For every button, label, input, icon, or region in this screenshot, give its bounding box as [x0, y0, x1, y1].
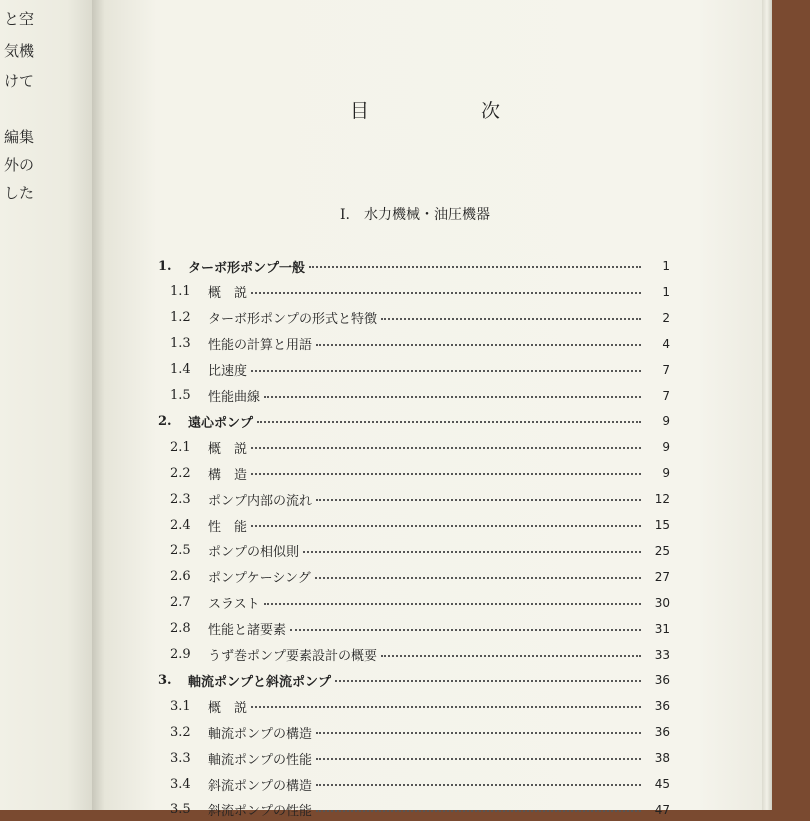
toc-leader-dots: [251, 525, 641, 527]
toc-page-number: 45: [654, 777, 670, 791]
toc-label: ポンプの相似則: [208, 545, 300, 561]
toc-label: 性 能: [208, 519, 248, 535]
toc-label: 軸流ポンプの性能: [208, 752, 313, 768]
toc-number: 3.4: [170, 776, 191, 792]
toc-leader-dots: [316, 784, 641, 786]
toc-section-row[interactable]: [104, 307, 764, 329]
toc-leader-dots: [316, 732, 641, 734]
toc-section-row[interactable]: [104, 514, 764, 536]
page-title: [350, 96, 500, 123]
toc-number: 1.1: [170, 284, 191, 300]
toc-label: 軸流ポンプと斜流ポンプ: [188, 674, 332, 690]
toc-label: 性能と諸要素: [208, 623, 287, 639]
toc-number: 2.9: [170, 647, 191, 662]
toc-number: 3.1: [170, 698, 191, 714]
toc-label: ターボ形ポンプ一般: [188, 260, 306, 276]
toc-number: 1.2: [170, 310, 191, 326]
toc-page-number: 9: [662, 440, 670, 455]
toc-page-number: 2: [662, 310, 670, 325]
toc-page-number: 30: [654, 595, 670, 610]
toc-page-number: 31: [654, 621, 670, 636]
toc-section-row[interactable]: [104, 436, 764, 458]
toc-leader-dots: [316, 499, 641, 501]
toc-page-number: 36: [654, 699, 670, 714]
toc-section-row[interactable]: [104, 747, 764, 769]
toc-page-number: 9: [662, 414, 670, 429]
toc-leader-dots: [309, 266, 641, 268]
toc-section-row[interactable]: [104, 773, 764, 795]
toc-label: 遠心ポンプ: [188, 415, 254, 431]
toc-leader-dots: [315, 577, 641, 579]
toc-number: 2.7: [170, 595, 191, 611]
toc-number: 2.4: [170, 517, 191, 533]
toc-leader-dots: [381, 318, 641, 320]
toc-leader-dots: [264, 396, 641, 398]
toc-number: 2.1: [170, 439, 191, 455]
toc-page-number: 47: [654, 802, 670, 817]
toc-chapter-row[interactable]: [104, 410, 764, 432]
toc-page-number: 1: [662, 284, 670, 299]
toc-section-row[interactable]: [104, 359, 764, 381]
toc-section-row[interactable]: [104, 695, 764, 717]
toc-section-row[interactable]: [104, 566, 764, 588]
toc-number: 2.3: [170, 491, 191, 507]
toc-number: 3.2: [170, 724, 191, 740]
toc-page-number: 38: [654, 751, 670, 766]
toc-leader-dots: [303, 551, 641, 553]
toc-label: 概 説: [208, 700, 248, 716]
toc-leader-dots: [257, 421, 641, 423]
toc-page-number: 15: [654, 518, 670, 532]
toc-label: 構 造: [208, 467, 248, 483]
toc-page-number: 4: [662, 336, 670, 351]
toc-leader-dots: [251, 292, 641, 294]
toc-page-number: 7: [662, 362, 670, 377]
toc-section-row[interactable]: [104, 540, 764, 562]
toc-number: 1.3: [170, 336, 191, 352]
toc-number: 3.3: [170, 750, 191, 766]
toc-section-row[interactable]: [104, 618, 764, 640]
toc-number: 3.: [158, 672, 172, 688]
toc-section-row[interactable]: [104, 333, 764, 355]
left-page-line: けて: [4, 72, 35, 90]
toc-label: 比速度: [208, 364, 248, 380]
toc-leader-dots: [251, 447, 641, 449]
toc-label: ターボ形ポンプの形式と特徴: [208, 312, 378, 328]
toc-chapter-row[interactable]: [104, 255, 764, 277]
toc-label: ポンプ内部の流れ: [208, 493, 313, 509]
toc-number: 1.4: [170, 362, 191, 378]
toc-page-number: 25: [654, 543, 670, 558]
toc-leader-dots: [335, 680, 641, 682]
toc-page-number: 33: [654, 647, 670, 662]
toc-leader-dots: [316, 344, 641, 346]
left-page: [0, 0, 96, 810]
toc-page-number: 36: [654, 673, 670, 688]
toc-leader-dots: [381, 655, 641, 657]
toc-leader-dots: [316, 758, 641, 760]
toc-number: 2.8: [170, 621, 191, 637]
left-page-line: 外の: [4, 156, 35, 174]
toc-number: 2.6: [170, 569, 191, 585]
toc-label: ポンプケーシング: [208, 571, 311, 587]
toc-number: 2.: [158, 413, 172, 429]
left-page-line: と空: [4, 10, 35, 28]
toc-page-number: 27: [654, 569, 670, 584]
toc-section-row[interactable]: [104, 592, 764, 614]
toc-leader-dots: [316, 810, 641, 812]
toc-label: 斜流ポンプの性能: [208, 804, 313, 820]
toc-chapter-row[interactable]: [104, 669, 764, 691]
toc-label: 概 説: [208, 286, 248, 302]
section-heading: I. 水力機械・油圧機器: [340, 207, 490, 223]
toc-label: 斜流ポンプの構造: [208, 778, 313, 794]
toc-leader-dots: [251, 706, 641, 708]
page-edge: [762, 0, 772, 810]
toc-page-number: 12: [654, 492, 670, 507]
toc-label: 概 説: [208, 441, 248, 457]
toc-label: 性能曲線: [208, 390, 261, 405]
left-page-line: 気機: [4, 42, 35, 60]
toc-page-number: 36: [654, 725, 670, 740]
toc-number: 1.5: [170, 388, 191, 403]
title-char-2: 次: [480, 100, 500, 122]
toc-page-number: 9: [662, 466, 670, 481]
toc-number: 2.5: [170, 543, 191, 559]
toc-number: 3.5: [170, 802, 191, 818]
toc-number: 1.: [158, 258, 172, 274]
toc-label: 軸流ポンプの構造: [208, 726, 313, 742]
toc-section-row[interactable]: [104, 721, 764, 743]
toc-section-row[interactable]: [104, 385, 764, 407]
left-page-line: 編集: [4, 128, 35, 146]
left-page-line: した: [4, 184, 35, 202]
toc-label: スラスト: [208, 597, 260, 613]
toc-section-row[interactable]: [104, 488, 764, 510]
toc-section-row[interactable]: [104, 799, 764, 821]
toc-section-row[interactable]: [104, 462, 764, 484]
toc-number: 2.2: [170, 465, 191, 481]
toc-leader-dots: [264, 603, 641, 605]
title-char-1: 目: [350, 100, 370, 122]
toc-leader-dots: [251, 473, 641, 475]
toc-label: 性能の計算と用語: [208, 338, 313, 354]
toc-leader-dots: [290, 629, 641, 631]
toc-page: [104, 0, 764, 820]
toc-section-row[interactable]: [104, 281, 764, 303]
toc-section-row[interactable]: [104, 644, 764, 666]
toc-page-number: 7: [662, 388, 670, 403]
toc-page-number: 1: [662, 259, 670, 273]
toc-leader-dots: [251, 370, 641, 372]
toc-label: うず巻ポンプ要素設計の概要: [208, 649, 378, 664]
